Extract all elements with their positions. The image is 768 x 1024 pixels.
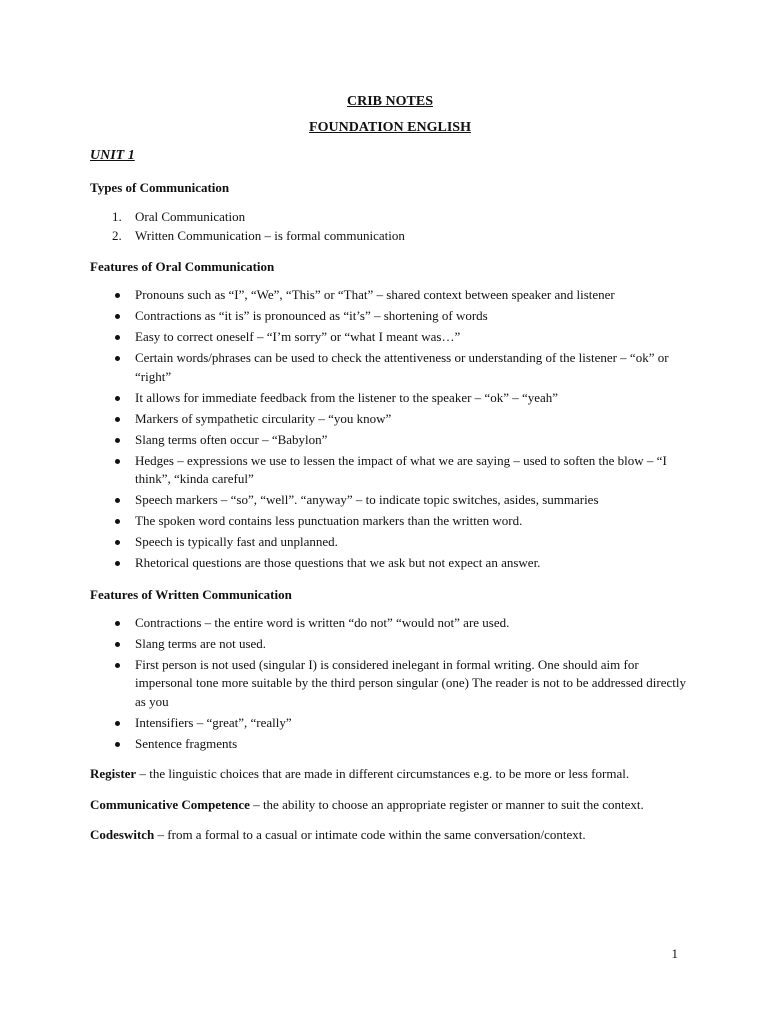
definition-text: – the linguistic choices that are made in different circumstances e.g. to be more or less formal. xyxy=(136,766,630,781)
list-item xyxy=(90,389,690,408)
list-item xyxy=(90,614,690,633)
list-item xyxy=(90,410,690,429)
list-item xyxy=(90,452,690,489)
list-item xyxy=(90,735,690,754)
list-item-text: Slang terms often occur – “Babylon” xyxy=(135,431,328,447)
list-item-text: Contractions – the entire word is written “do not” “would not” are used. xyxy=(135,614,510,630)
bullet-icon xyxy=(115,498,120,503)
document-subtitle: FOUNDATION ENGLISH xyxy=(309,120,471,135)
list-item xyxy=(90,307,690,326)
bullet-icon xyxy=(115,293,120,298)
list-item xyxy=(90,349,690,386)
list-item-text: Markers of sympathetic circularity – “you know” xyxy=(135,410,392,426)
list-item xyxy=(90,491,690,510)
bullet-icon xyxy=(115,438,120,443)
list-item xyxy=(90,554,690,573)
bullet-icon xyxy=(115,417,120,422)
list-item-text: Sentence fragments xyxy=(135,735,238,751)
definition-codeswitch xyxy=(90,826,690,845)
list-number: 2. xyxy=(112,228,122,243)
bullet-icon xyxy=(115,561,120,566)
bullet-icon xyxy=(115,519,120,524)
list-item xyxy=(90,431,690,450)
list-item xyxy=(90,328,690,347)
list-item-text: Written Communication – is formal communication xyxy=(135,228,405,243)
bullet-icon xyxy=(115,335,120,340)
list-item-text: Slang terms are not used. xyxy=(135,635,267,651)
list-item-text: Certain words/phrases can be used to check the attentiveness or understanding of the listener – “ok” or “right” xyxy=(135,350,669,384)
bullet-icon xyxy=(115,642,120,647)
written-features-heading: Features of Written Communication xyxy=(90,586,292,602)
written-features-list xyxy=(90,614,690,754)
list-item-text: Speech is typically fast and unplanned. xyxy=(135,534,338,549)
types-list xyxy=(90,207,690,245)
list-item-text: Rhetorical questions are those questions that we ask but not expect an answer. xyxy=(135,555,541,570)
list-item xyxy=(90,656,690,712)
definition-text: – from a formal to a casual or intimate code within the same conversation/context. xyxy=(154,827,586,842)
list-item xyxy=(90,286,690,305)
bullet-icon xyxy=(115,663,120,668)
types-heading: Types of Communication xyxy=(90,180,230,195)
definition-term: Register xyxy=(90,766,137,781)
list-item-text: Contractions as “it is” is pronounced as “it’s” – shortening of words xyxy=(135,308,488,323)
definition-communicative-competence xyxy=(90,796,690,815)
list-number: 1. xyxy=(112,209,122,224)
bullet-icon xyxy=(115,459,120,464)
definition-register xyxy=(90,765,690,784)
definition-text: – the ability to choose an appropriate register or manner to suit the context. xyxy=(249,796,644,812)
oral-features-heading: Features of Oral Communication xyxy=(90,259,275,274)
list-item-text: First person is not used (singular I) is considered inelegant in formal writing. One should aim for impersonal tone more suitable by the third person singular (one) The reader is not to be addressed directly as you xyxy=(135,656,687,709)
list-item-text: Pronouns such as “I”, “We”, “This” or “That” – shared context between speaker and listener xyxy=(135,287,615,302)
document-page xyxy=(90,92,690,845)
list-item xyxy=(90,635,690,654)
bullet-icon xyxy=(115,314,120,319)
list-item xyxy=(90,207,690,226)
oral-features-list xyxy=(90,286,690,573)
bullet-icon xyxy=(115,742,120,747)
bullet-icon xyxy=(115,721,120,726)
definition-term: Codeswitch xyxy=(90,827,155,842)
bullet-icon xyxy=(115,540,120,545)
list-item xyxy=(90,533,690,552)
list-item-text: Oral Communication xyxy=(135,209,246,224)
list-item-text: It allows for immediate feedback from the listener to the speaker – “ok” – “yeah” xyxy=(135,389,559,405)
list-item xyxy=(90,512,690,531)
list-item xyxy=(90,226,690,245)
definition-term: Communicative Competence xyxy=(90,796,250,812)
list-item-text: Intensifiers – “great”, “really” xyxy=(135,714,292,730)
bullet-icon xyxy=(115,356,120,361)
list-item-text: Easy to correct oneself – “I’m sorry” or “what I meant was…” xyxy=(135,329,461,344)
list-item xyxy=(90,714,690,733)
list-item-text: Hedges – expressions we use to lessen the impact of what we are saying – used to soften the blow – “I think”, “kinda careful” xyxy=(135,452,667,486)
bullet-icon xyxy=(115,621,120,626)
unit-heading: UNIT 1 xyxy=(90,148,135,163)
document-title: CRIB NOTES xyxy=(347,94,433,109)
list-item-text: Speech markers – “so”, “well”. “anyway” – to indicate topic switches, asides, summaries xyxy=(135,492,599,507)
page-number: 1 xyxy=(671,946,678,961)
bullet-icon xyxy=(115,396,120,401)
list-item-text: The spoken word contains less punctuation markers than the written word. xyxy=(135,513,523,528)
